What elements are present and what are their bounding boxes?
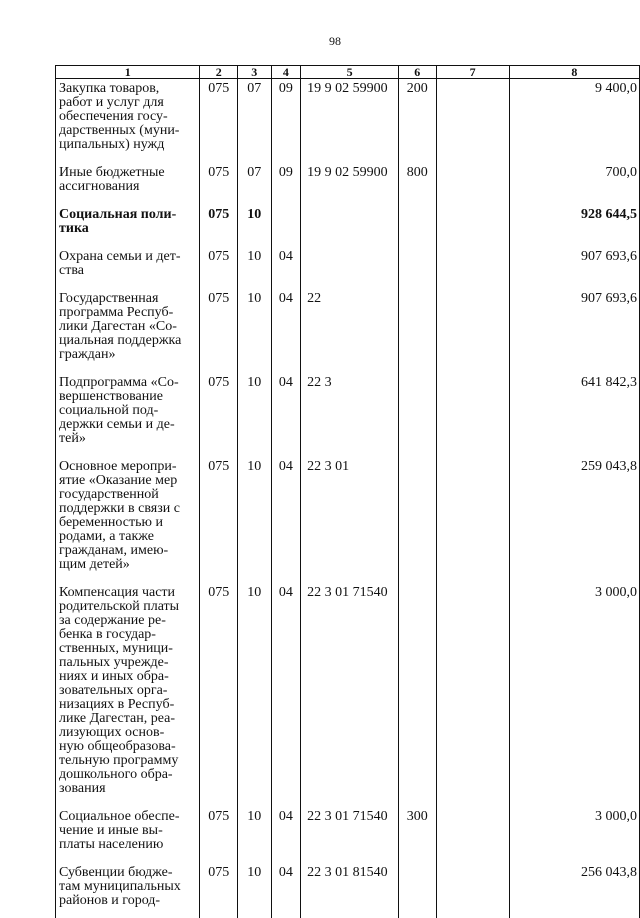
cell-target-article: 22 3 — [301, 374, 399, 458]
cell-col-7 — [436, 374, 509, 458]
item-name-line: Компенсация части — [59, 585, 176, 600]
cell-col-7 — [436, 164, 509, 206]
item-name-line: ниях и иных обра- — [59, 669, 169, 684]
item-name-line: Основное меропри- — [59, 459, 177, 474]
item-name-line: вершенствование — [59, 389, 163, 404]
cell-item-name — [56, 864, 200, 918]
cell-section: 07 — [238, 164, 271, 206]
item-name-line: дошкольного обра- — [59, 767, 173, 782]
cell-amount: 907 693,6 — [509, 248, 639, 290]
budget-table — [55, 65, 640, 918]
cell-item-name — [56, 374, 200, 458]
cell-subsection: 04 — [271, 584, 301, 808]
item-name-line: Подпрограмма «Со- — [59, 375, 179, 390]
item-name-line: социальной под- — [59, 403, 159, 418]
item-name-line: лики Дагестан «Со- — [59, 319, 177, 334]
item-name-line: чение и иные вы- — [59, 823, 163, 838]
item-name-line: зования — [59, 781, 106, 796]
item-name-line: зовательных орга- — [59, 683, 168, 698]
cell-subsection: 04 — [271, 864, 301, 918]
cell-col-7 — [436, 864, 509, 918]
cell-item-name — [56, 584, 200, 808]
cell-target-article — [301, 206, 399, 248]
header-col-4: 4 — [271, 66, 301, 79]
cell-subsection: 04 — [271, 248, 301, 290]
cell-subsection: 04 — [271, 808, 301, 864]
item-name-line: Социальная поли- — [59, 207, 177, 222]
cell-expense-type — [398, 584, 436, 808]
item-name-line: Закупка товаров, — [59, 81, 160, 96]
page-number: 98 — [329, 34, 341, 48]
cell-item-name — [56, 458, 200, 584]
header-col-8: 8 — [509, 66, 639, 79]
cell-item-name — [56, 164, 200, 206]
item-name-line: лике Дагестан, реа- — [59, 711, 175, 726]
cell-subsection — [271, 206, 301, 248]
cell-expense-type: 800 — [398, 164, 436, 206]
cell-admin-code: 075 — [200, 374, 238, 458]
item-name-line: пальных учрежде- — [59, 655, 169, 670]
cell-subsection: 04 — [271, 374, 301, 458]
cell-amount: 256 043,8 — [509, 864, 639, 918]
cell-amount: 259 043,8 — [509, 458, 639, 584]
item-name-line: тика — [59, 221, 89, 236]
item-name-line: поддержки в связи с — [59, 501, 180, 516]
header-col-6: 6 — [398, 66, 436, 79]
item-name-line: гражданам, имею- — [59, 543, 169, 558]
cell-admin-code: 075 — [200, 584, 238, 808]
cell-col-7 — [436, 808, 509, 864]
cell-subsection: 09 — [271, 79, 301, 165]
cell-subsection: 09 — [271, 164, 301, 206]
cell-section: 10 — [238, 584, 271, 808]
item-name-line: ства — [59, 263, 84, 278]
cell-section: 10 — [238, 808, 271, 864]
cell-expense-type — [398, 206, 436, 248]
cell-amount: 641 842,3 — [509, 374, 639, 458]
item-name-line: низациях в Респуб- — [59, 697, 175, 712]
item-name-line: бенка в государ- — [59, 627, 156, 642]
table-row — [56, 164, 640, 206]
cell-expense-type — [398, 864, 436, 918]
cell-item-name — [56, 79, 200, 165]
cell-col-7 — [436, 79, 509, 165]
cell-expense-type: 200 — [398, 79, 436, 165]
cell-subsection: 04 — [271, 458, 301, 584]
item-name-line: работ и услуг для — [59, 95, 164, 110]
cell-admin-code: 075 — [200, 206, 238, 248]
item-name-line: ственных, муници- — [59, 641, 173, 656]
cell-target-article: 22 3 01 — [301, 458, 399, 584]
cell-item-name — [56, 808, 200, 864]
cell-amount: 9 400,0 — [509, 79, 639, 165]
cell-admin-code: 075 — [200, 864, 238, 918]
cell-target-article: 22 3 01 71540 — [301, 584, 399, 808]
cell-item-name — [56, 206, 200, 248]
cell-admin-code: 075 — [200, 164, 238, 206]
item-name-line: лизующих основ- — [59, 725, 165, 740]
cell-section: 07 — [238, 79, 271, 165]
cell-amount: 928 644,5 — [509, 206, 639, 248]
header-col-5: 5 — [301, 66, 399, 79]
item-name-line: Субвенции бюдже- — [59, 865, 173, 880]
cell-target-article — [301, 248, 399, 290]
item-name-line: Государственная — [59, 291, 159, 306]
item-name-line: Иные бюджетные — [59, 165, 165, 180]
cell-amount: 3 000,0 — [509, 808, 639, 864]
item-name-line: Социальное обеспе- — [59, 809, 180, 824]
item-name-line: родительской платы — [59, 599, 180, 614]
table-row — [56, 584, 640, 808]
cell-amount: 907 693,6 — [509, 290, 639, 374]
cell-expense-type — [398, 458, 436, 584]
cell-section: 10 — [238, 206, 271, 248]
header-col-3: 3 — [238, 66, 271, 79]
item-name-line: граждан» — [59, 347, 116, 362]
table-row — [56, 864, 640, 918]
item-name-line: программа Респуб- — [59, 305, 174, 320]
cell-subsection: 04 — [271, 290, 301, 374]
cell-item-name — [56, 248, 200, 290]
table-row — [56, 458, 640, 584]
cell-target-article: 22 — [301, 290, 399, 374]
item-name-line: платы населению — [59, 837, 164, 852]
cell-admin-code: 075 — [200, 808, 238, 864]
table-row — [56, 290, 640, 374]
cell-section: 10 — [238, 864, 271, 918]
header-col-1: 1 — [56, 66, 200, 79]
cell-col-7 — [436, 206, 509, 248]
item-name-line: ассигнования — [59, 179, 140, 194]
cell-target-article: 19 9 02 59900 — [301, 164, 399, 206]
item-name-line: там муниципальных — [59, 879, 181, 894]
cell-section: 10 — [238, 248, 271, 290]
item-name-line: ную общеобразова- — [59, 739, 176, 754]
cell-expense-type — [398, 290, 436, 374]
item-name-line: ципальных) нужд — [59, 137, 165, 152]
item-name-line: держки семьи и де- — [59, 417, 175, 432]
item-name-line: тельную программу — [59, 753, 179, 768]
cell-expense-type — [398, 374, 436, 458]
item-name-line: ятие «Оказание мер — [59, 473, 178, 488]
table-row — [56, 248, 640, 290]
cell-amount: 700,0 — [509, 164, 639, 206]
cell-col-7 — [436, 248, 509, 290]
cell-admin-code: 075 — [200, 79, 238, 165]
cell-section: 10 — [238, 458, 271, 584]
cell-col-7 — [436, 584, 509, 808]
header-row — [56, 66, 640, 79]
item-name-line: циальная поддержка — [59, 333, 182, 348]
cell-section: 10 — [238, 290, 271, 374]
table-row — [56, 79, 640, 165]
item-name-line: тей» — [59, 431, 86, 446]
cell-amount: 3 000,0 — [509, 584, 639, 808]
cell-expense-type: 300 — [398, 808, 436, 864]
table-row — [56, 808, 640, 864]
table-row — [56, 374, 640, 458]
cell-section: 10 — [238, 374, 271, 458]
item-name-line: беременностью и — [59, 515, 163, 530]
header-col-2: 2 — [200, 66, 238, 79]
cell-target-article: 19 9 02 59900 — [301, 79, 399, 165]
cell-target-article: 22 3 01 81540 — [301, 864, 399, 918]
item-name-line: за содержание ре- — [59, 613, 166, 628]
item-name-line: щим детей» — [59, 557, 130, 572]
cell-expense-type — [398, 248, 436, 290]
item-name-line: родами, а также — [59, 529, 155, 544]
cell-col-7 — [436, 458, 509, 584]
item-name-line: районов и город- — [59, 893, 161, 908]
table-row — [56, 206, 640, 248]
cell-col-7 — [436, 290, 509, 374]
item-name-line: обеспечения госу- — [59, 109, 168, 124]
cell-admin-code: 075 — [200, 458, 238, 584]
cell-admin-code: 075 — [200, 248, 238, 290]
cell-item-name — [56, 290, 200, 374]
item-name-line: государственной — [59, 487, 159, 502]
item-name-line: Охрана семьи и дет- — [59, 249, 181, 264]
cell-target-article: 22 3 01 71540 — [301, 808, 399, 864]
header-col-7: 7 — [436, 66, 509, 79]
cell-admin-code: 075 — [200, 290, 238, 374]
item-name-line: дарственных (муни- — [59, 123, 180, 138]
